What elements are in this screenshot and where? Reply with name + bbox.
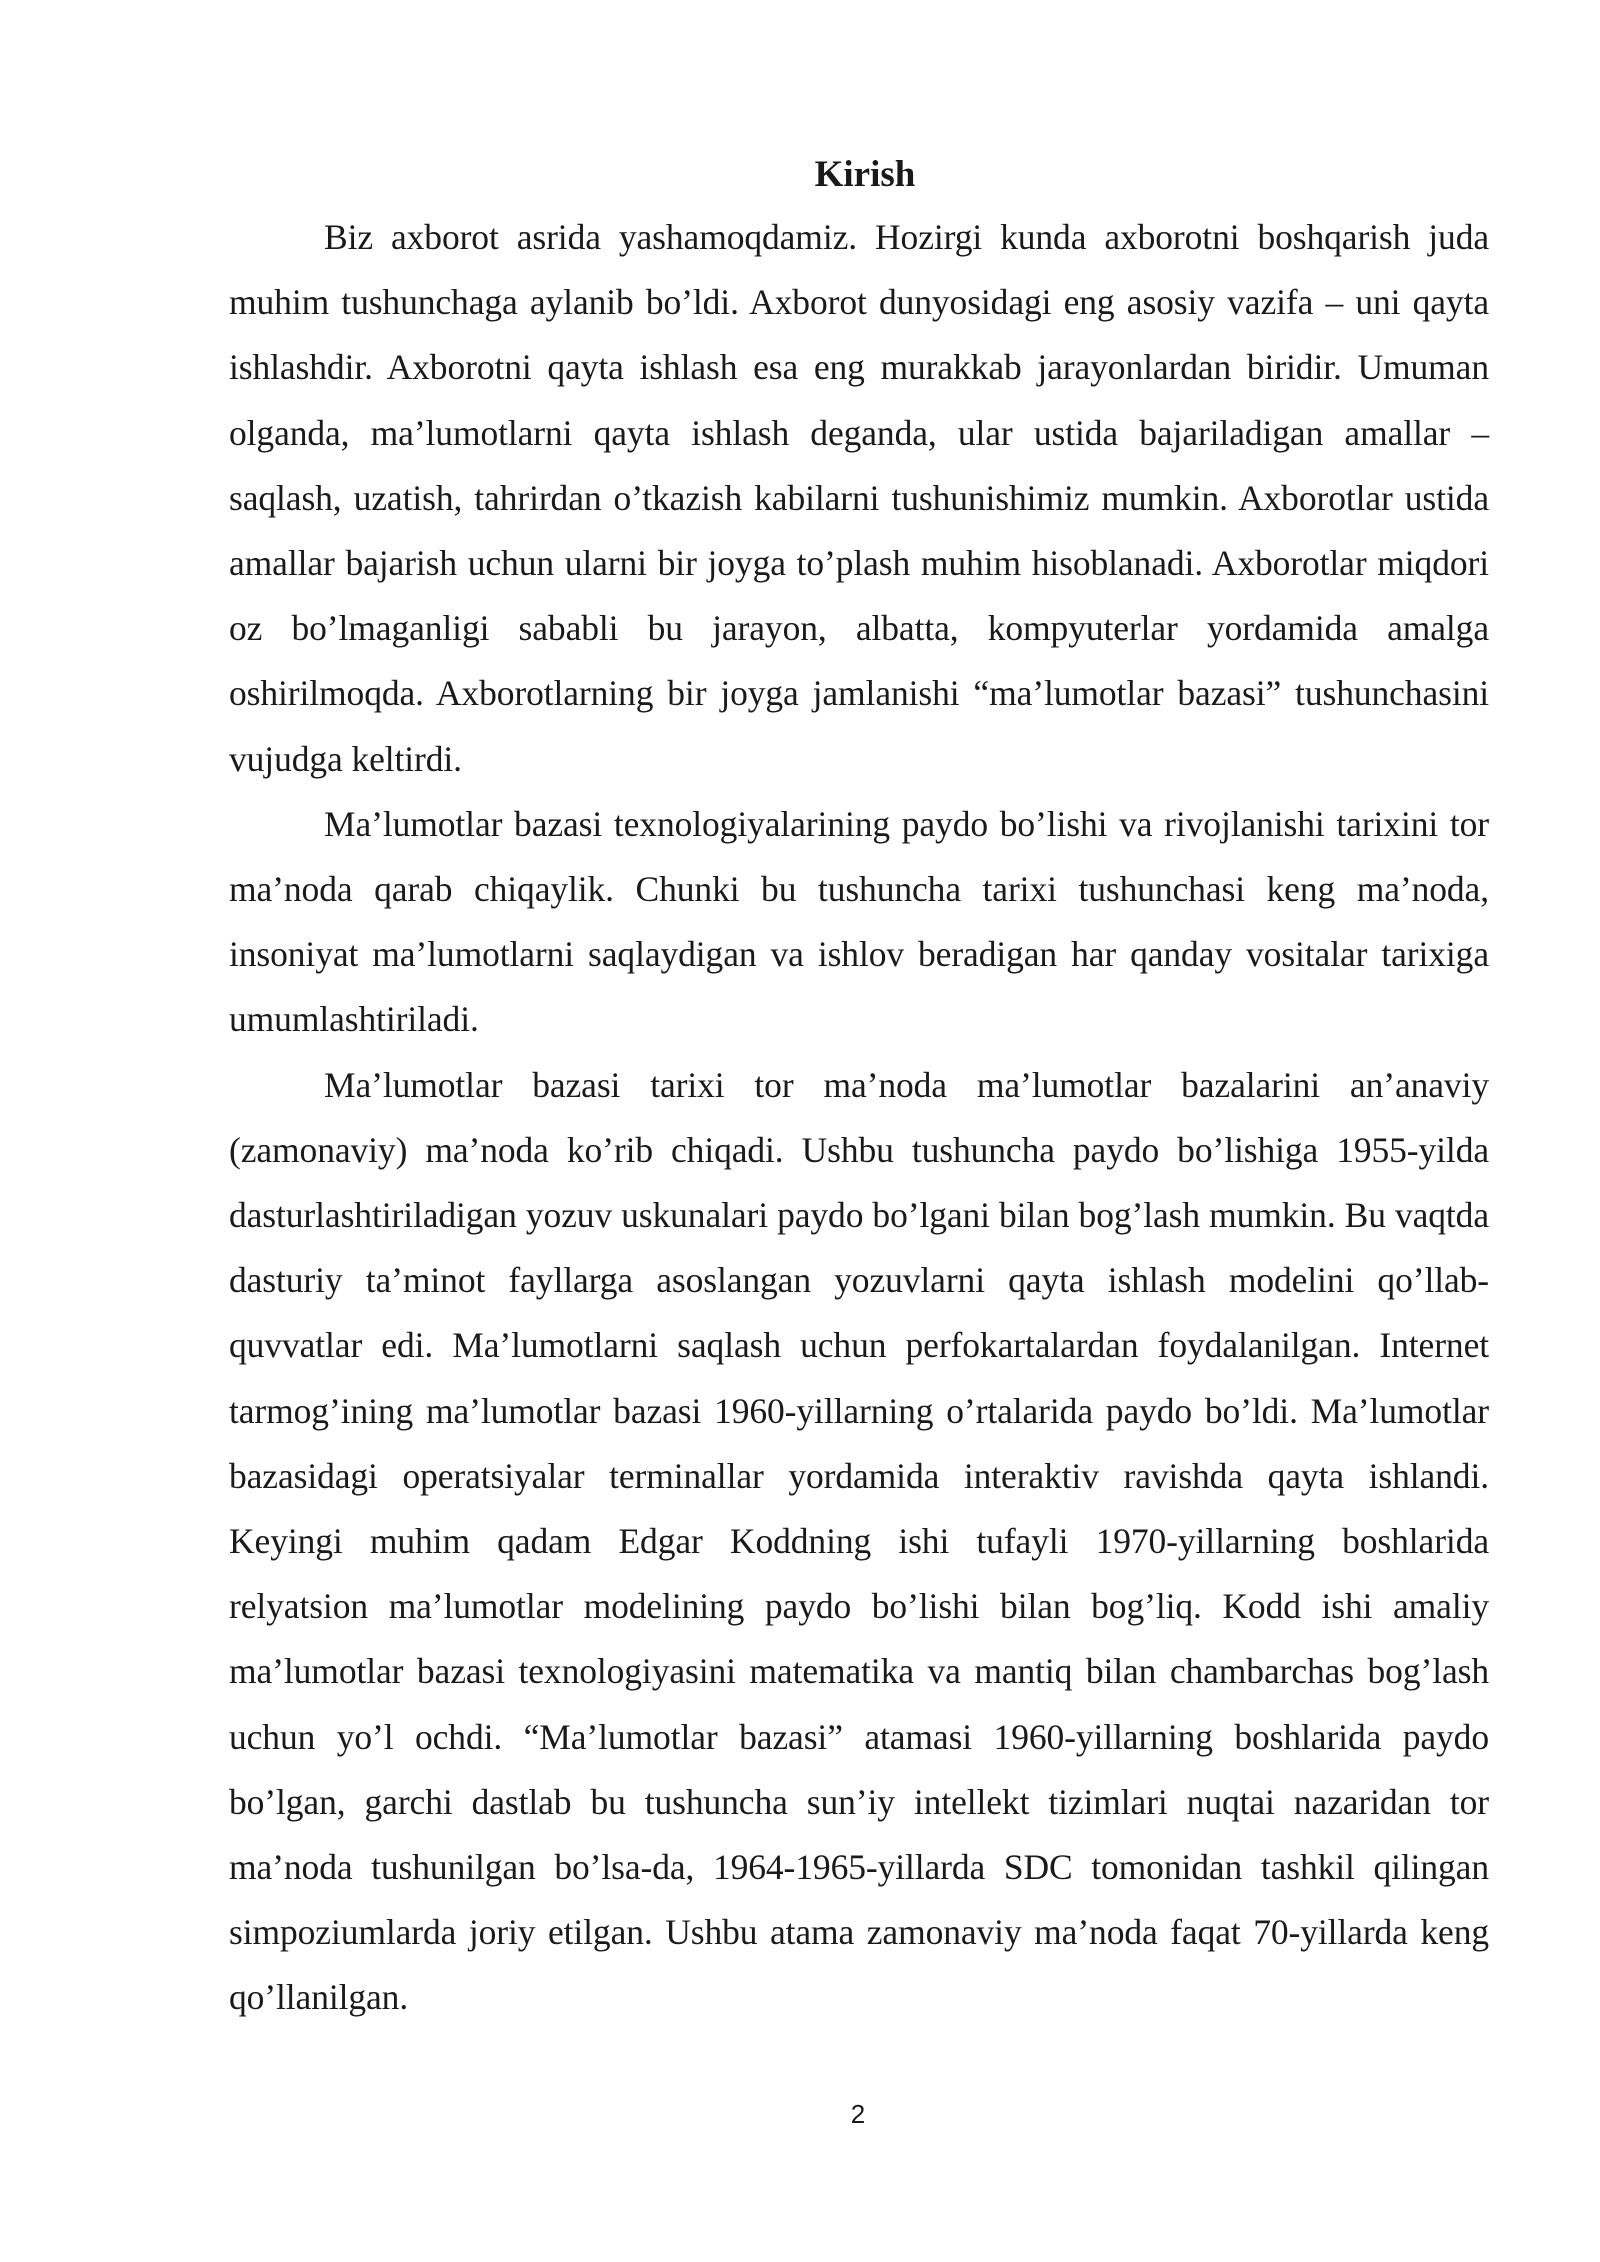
page-content — [229, 145, 1489, 2031]
section-title: Kirish — [814, 154, 916, 195]
page-number: 2 — [850, 2099, 866, 2129]
paragraph-history-detail: Ma’lumotlar bazasi tarixi tor ma’noda ma’lumotlar bazalarini an’anaviy (zamonaviy) ma’noda ko’rib chiqadi. Ushbu tushuncha paydo bo’lishiga 1955-yilda dasturlashtiriladigan yozuv uskunalari paydo bo’lgani bilan bog’lash mumkin. Bu vaqtda dasturiy ta’minot fayllarga asoslangan yozuvlarni qayta ishlash modelini qo’llab-quvvatlar edi. Ma’lumotlarni saqlash uchun perfokartalardan foydalanilgan. Internet tarmog’ining ma’lumotlar bazasi 1960-yillarning o’rtalarida paydo bo’ldi. Ma’lumotlar bazasidagi operatsiyalar terminallar yordamida interaktiv ravishda qayta ishlandi. Keyingi muhim qadam Edgar Koddning ishi tufayli 1970-yillarning boshlarida relyatsion ma’lumotlar modelining paydo bo’lishi bilan bog’liq. Kodd ishi amaliy ma’lumotlar bazasi texnologiyasini matematika va mantiq bilan chambarchas bog’lash uchun yo’l ochdi. “Ma’lumotlar bazasi” atamasi 1960-yillarning boshlarida paydo bo’lgan, garchi dastlab bu tushuncha sun’iy intellekt tizimlari nuqtai nazaridan tor ma’noda tushunilgan bo’lsa-da, 1964-1965-yillarda SDC tomonidan tashkil qilingan simpoziumlarda joriy etilgan. Ushbu atama zamonaviy ma’noda faqat 70-yillarda keng qo’llanilgan. — [229, 1064, 1489, 2018]
paragraph-history-overview: Ma’lumotlar bazasi texnologiyalarining paydo bo’lishi va rivojlanishi tarixini tor ma’noda qarab chiqaylik. Chunki bu tushuncha tarixi tushunchasi keng ma’noda, insoniyat ma’lumotlarni saqlaydigan va ishlov beradigan har qanday vositalar tarixiga umumlashtiriladi. — [229, 803, 1489, 1040]
paragraph-intro: Biz axborot asrida yashamoqdamiz. Hozirgi kunda axborotni boshqarish juda muhim tushunchaga aylanib bo’ldi. Axborot dunyosidagi eng asosiy vazifa – uni qayta ishlashdir. Axborotni qayta ishlash esa eng murakkab jarayonlardan biridir. Umuman olganda, ma’lumotlarni qayta ishlash deganda, ular ustida bajariladigan amallar – saqlash, uzatish, tahrirdan o’tkazish kabilarni tushunishimiz mumkin. Axborotlar ustida amallar bajarish uchun ularni bir joyga to’plash muhim hisoblanadi. Axborotlar miqdori oz bo’lmaganligi sababli bu jarayon, albatta, kompyuterlar yordamida amalga oshirilmoqda. Axborotlarning bir joyga jamlanishi “ma’lumotlar bazasi” tushunchasini vujudga keltirdi. — [229, 217, 1489, 779]
